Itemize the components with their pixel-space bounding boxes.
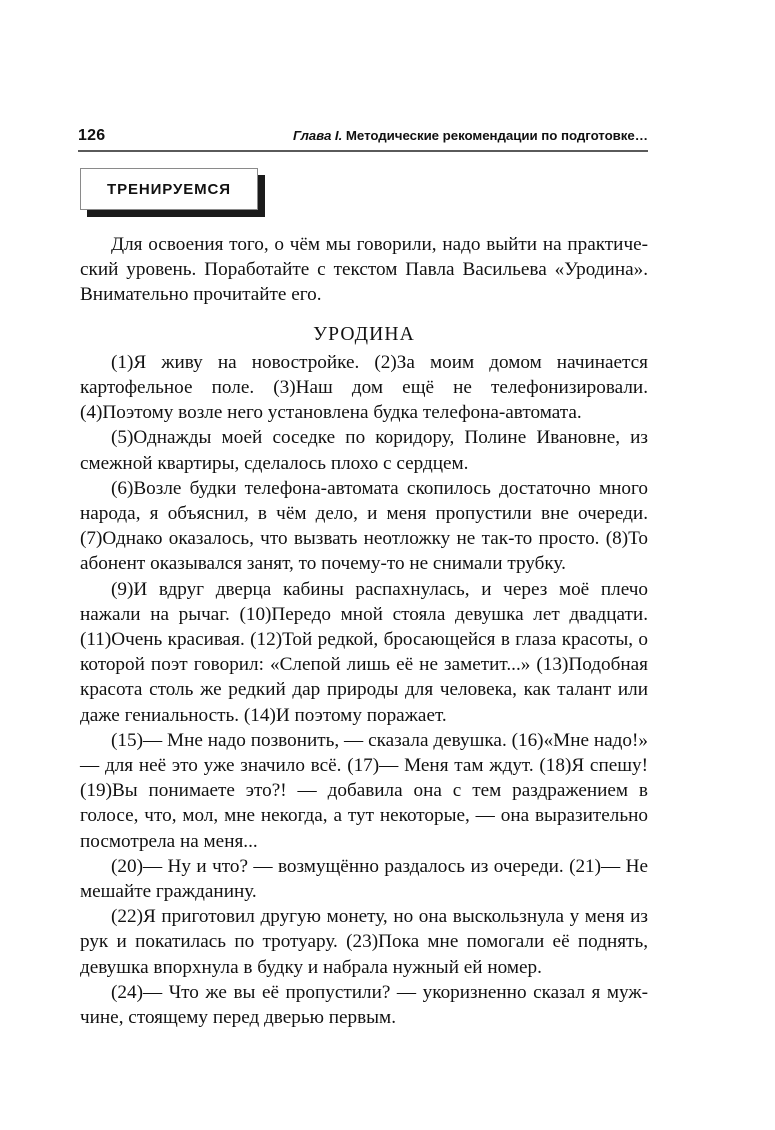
chapter-label: Глава I. (292, 128, 343, 143)
page-number: 126 (78, 127, 106, 144)
running-header (78, 127, 648, 149)
intro-paragraph: Для освоения того, о чём мы говорили, надо выйти на практический уровень. Поработайте с текстом Павла Васильева «Уродина». Внимательно прочитайте его. (80, 234, 648, 306)
story-paragraph: (15)— Мне надо позвонить, — сказала девушка. (16)«Мне надо!» — для неё это уже значило всё. (17)— Меня там ждут. (18)Я спешу! (19)Вы понимаете это?! — добавила она с тем раздражением в голосе, что, мол, мне некогда, а тут некоторые, — она выразительно посмотрела на меня... (80, 729, 648, 852)
story-paragraph: (20)— Ну и что? — возмущённо раздалось из очереди. (21)— Не мешайте гражданину. (80, 855, 648, 903)
running-header-title (293, 128, 648, 143)
story-paragraph: (24)— Что же вы её пропустили? — укоризненно сказал я мужчине, стоящему перед дверью первым. (80, 981, 648, 1029)
story-paragraph: (1)Я живу на новостройке. (2)За моим домом начинается картофельное поле. (3)Наш дом ещё не телефонизировали. (4)Поэтому возле него установлена будка телефона-автомата. (80, 351, 648, 424)
callout-label: ТРЕНИРУЕМСЯ (107, 180, 231, 198)
callout-box (80, 168, 258, 210)
story-paragraph: (6)Возле будки телефона-автомата скопилось достаточно много народа, я объяснил, в чём дело, и меня пропустили вне очереди. (7)Однако оказалось, что вызвать неотложку не так-то просто. (8)То абонент оказывался занят, то почему-то не снимали трубку. (80, 477, 648, 575)
story-paragraph: (5)Однажды моей соседке по коридору, Полине Ивановне, из смежной квартиры, сделалось плохо с сердцем. (80, 427, 648, 474)
body-text-column (80, 232, 648, 1030)
header-divider-rule (78, 150, 648, 152)
chapter-title-text: Методические рекомендации по подготовке… (342, 128, 648, 143)
story-paragraph: (22)Я приготовил другую монету, но она выскользнула у меня из рук и покатилась по тротуару. (23)Пока мне помогали её поднять, девушка впорхнула в будку и набрала нужный ей номер. (80, 906, 648, 978)
spacer-before-title (80, 308, 648, 322)
story-title: УРОДИНА (313, 323, 415, 345)
story-paragraph: (9)И вдруг дверца кабины распахнулась, и через моё плечо нажали на рычаг. (10)Передо мной стояла девушка лет двадцати. (11)Очень красивая. (12)Той редкой, бросающейся в глаза красоты, о которой поэт говорил: «Слепой лишь её не заметит...» (13)Подобная красота столь же редкий дар природы для человека, как талант или даже гениальность. (14)И поэтому поражает. (80, 578, 648, 726)
trenirujemsya-callout (80, 168, 280, 224)
